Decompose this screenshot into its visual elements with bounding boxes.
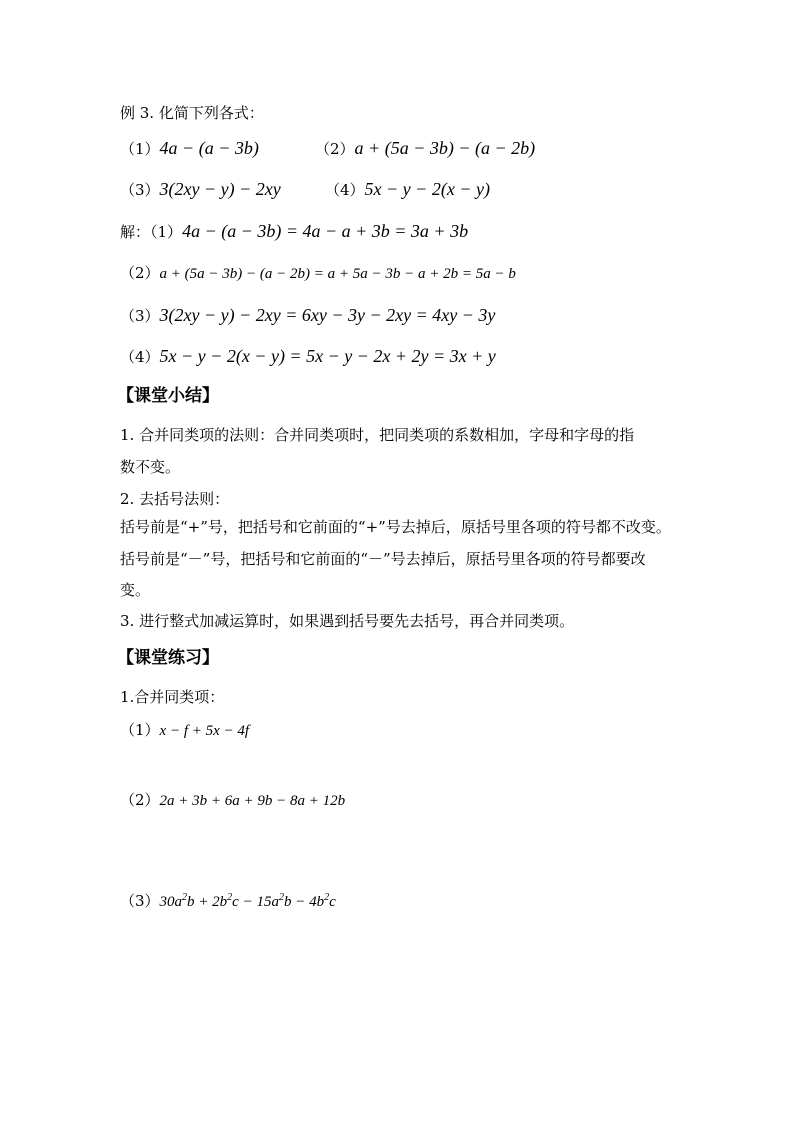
- practice-item-1-expr: x − f + 5x − 4f: [159, 723, 250, 739]
- practice-title: 1.合并同类项：: [120, 688, 225, 706]
- solution-2-label: （2）: [120, 264, 160, 282]
- solution-4: [120, 346, 496, 367]
- practice-heading: 【课堂练习】: [117, 648, 219, 668]
- example-item-3: [120, 179, 281, 200]
- summary-rule3: 3. 进行整式加减运算时，如果遇到括号要先去括号，再合并同类项。: [120, 612, 575, 630]
- summary-rule2-plus: 括号前是“+”号，把括号和它前面的“+”号去掉后，原括号里各项的符号都不改变。: [120, 518, 671, 536]
- summary-rule2-minus-line2: 变。: [120, 581, 151, 599]
- solution-2-expr: a + (5a − 3b) − (a − 2b) = a + 5a − 3b − a + 2b = 5a − b: [159, 266, 516, 282]
- practice-item-3-label: （3）: [120, 892, 160, 910]
- summary-rule2-title: 2. 去括号法则：: [120, 490, 230, 508]
- solution-1-label: （1）: [150, 223, 183, 241]
- summary-rule1-line2: 数不变。: [120, 458, 181, 476]
- example-item-1: [120, 138, 259, 159]
- example-item-1-expr: 4a − (a − 3b): [159, 138, 259, 158]
- summary-rule1-line1: 1. 合并同类项的法则：合并同类项时，把同类项的系数相加，字母和字母的指: [120, 426, 635, 444]
- solution-3: [120, 305, 495, 326]
- summary-heading: 【课堂小结】: [117, 386, 219, 406]
- solution-4-label: （4）: [120, 348, 160, 366]
- example-item-4-label: （4）: [325, 181, 365, 199]
- practice-item-1: [120, 720, 249, 741]
- solution-1-expr: 4a − (a − 3b) = 4a − a + 3b = 3a + 3b: [182, 221, 469, 241]
- example-title: 例 3. 化简下列各式：: [120, 104, 264, 122]
- example-item-2: [315, 138, 535, 159]
- example-item-4-expr: 5x − y − 2(x − y): [364, 179, 490, 199]
- example-item-4: [325, 179, 490, 200]
- example-item-1-label: （1）: [120, 140, 160, 158]
- solution-3-label: （3）: [120, 307, 160, 325]
- summary-rule2-minus-line1: 括号前是“－”号，把括号和它前面的“－”号去掉后，原括号里各项的符号都要改: [120, 550, 646, 568]
- practice-item-3-expr: $30a^2b + 2b^2c - 15a^2b - 4b^2c$: [159, 892, 336, 910]
- example-item-3-expr: 3(2xy − y) − 2xy: [159, 179, 281, 199]
- solution-2: [120, 263, 516, 284]
- solution-4-expr: 5x − y − 2(x − y) = 5x − y − 2x + 2y = 3x + y: [159, 346, 496, 366]
- solution-1: [120, 221, 468, 242]
- practice-item-1-label: （1）: [120, 721, 160, 739]
- example-item-2-label: （2）: [315, 140, 355, 158]
- example-item-2-expr: a + (5a − 3b) − (a − 2b): [354, 138, 536, 158]
- practice-item-2-expr: 2a + 3b + 6a + 9b − 8a + 12b: [159, 793, 346, 809]
- practice-item-3: [120, 888, 336, 912]
- solution-prefix: 解：: [120, 223, 151, 241]
- practice-item-2-label: （2）: [120, 791, 160, 809]
- example-item-3-label: （3）: [120, 181, 160, 199]
- solution-3-expr: 3(2xy − y) − 2xy = 6xy − 3y − 2xy = 4xy − 3y: [159, 305, 496, 325]
- practice-item-2: [120, 790, 345, 811]
